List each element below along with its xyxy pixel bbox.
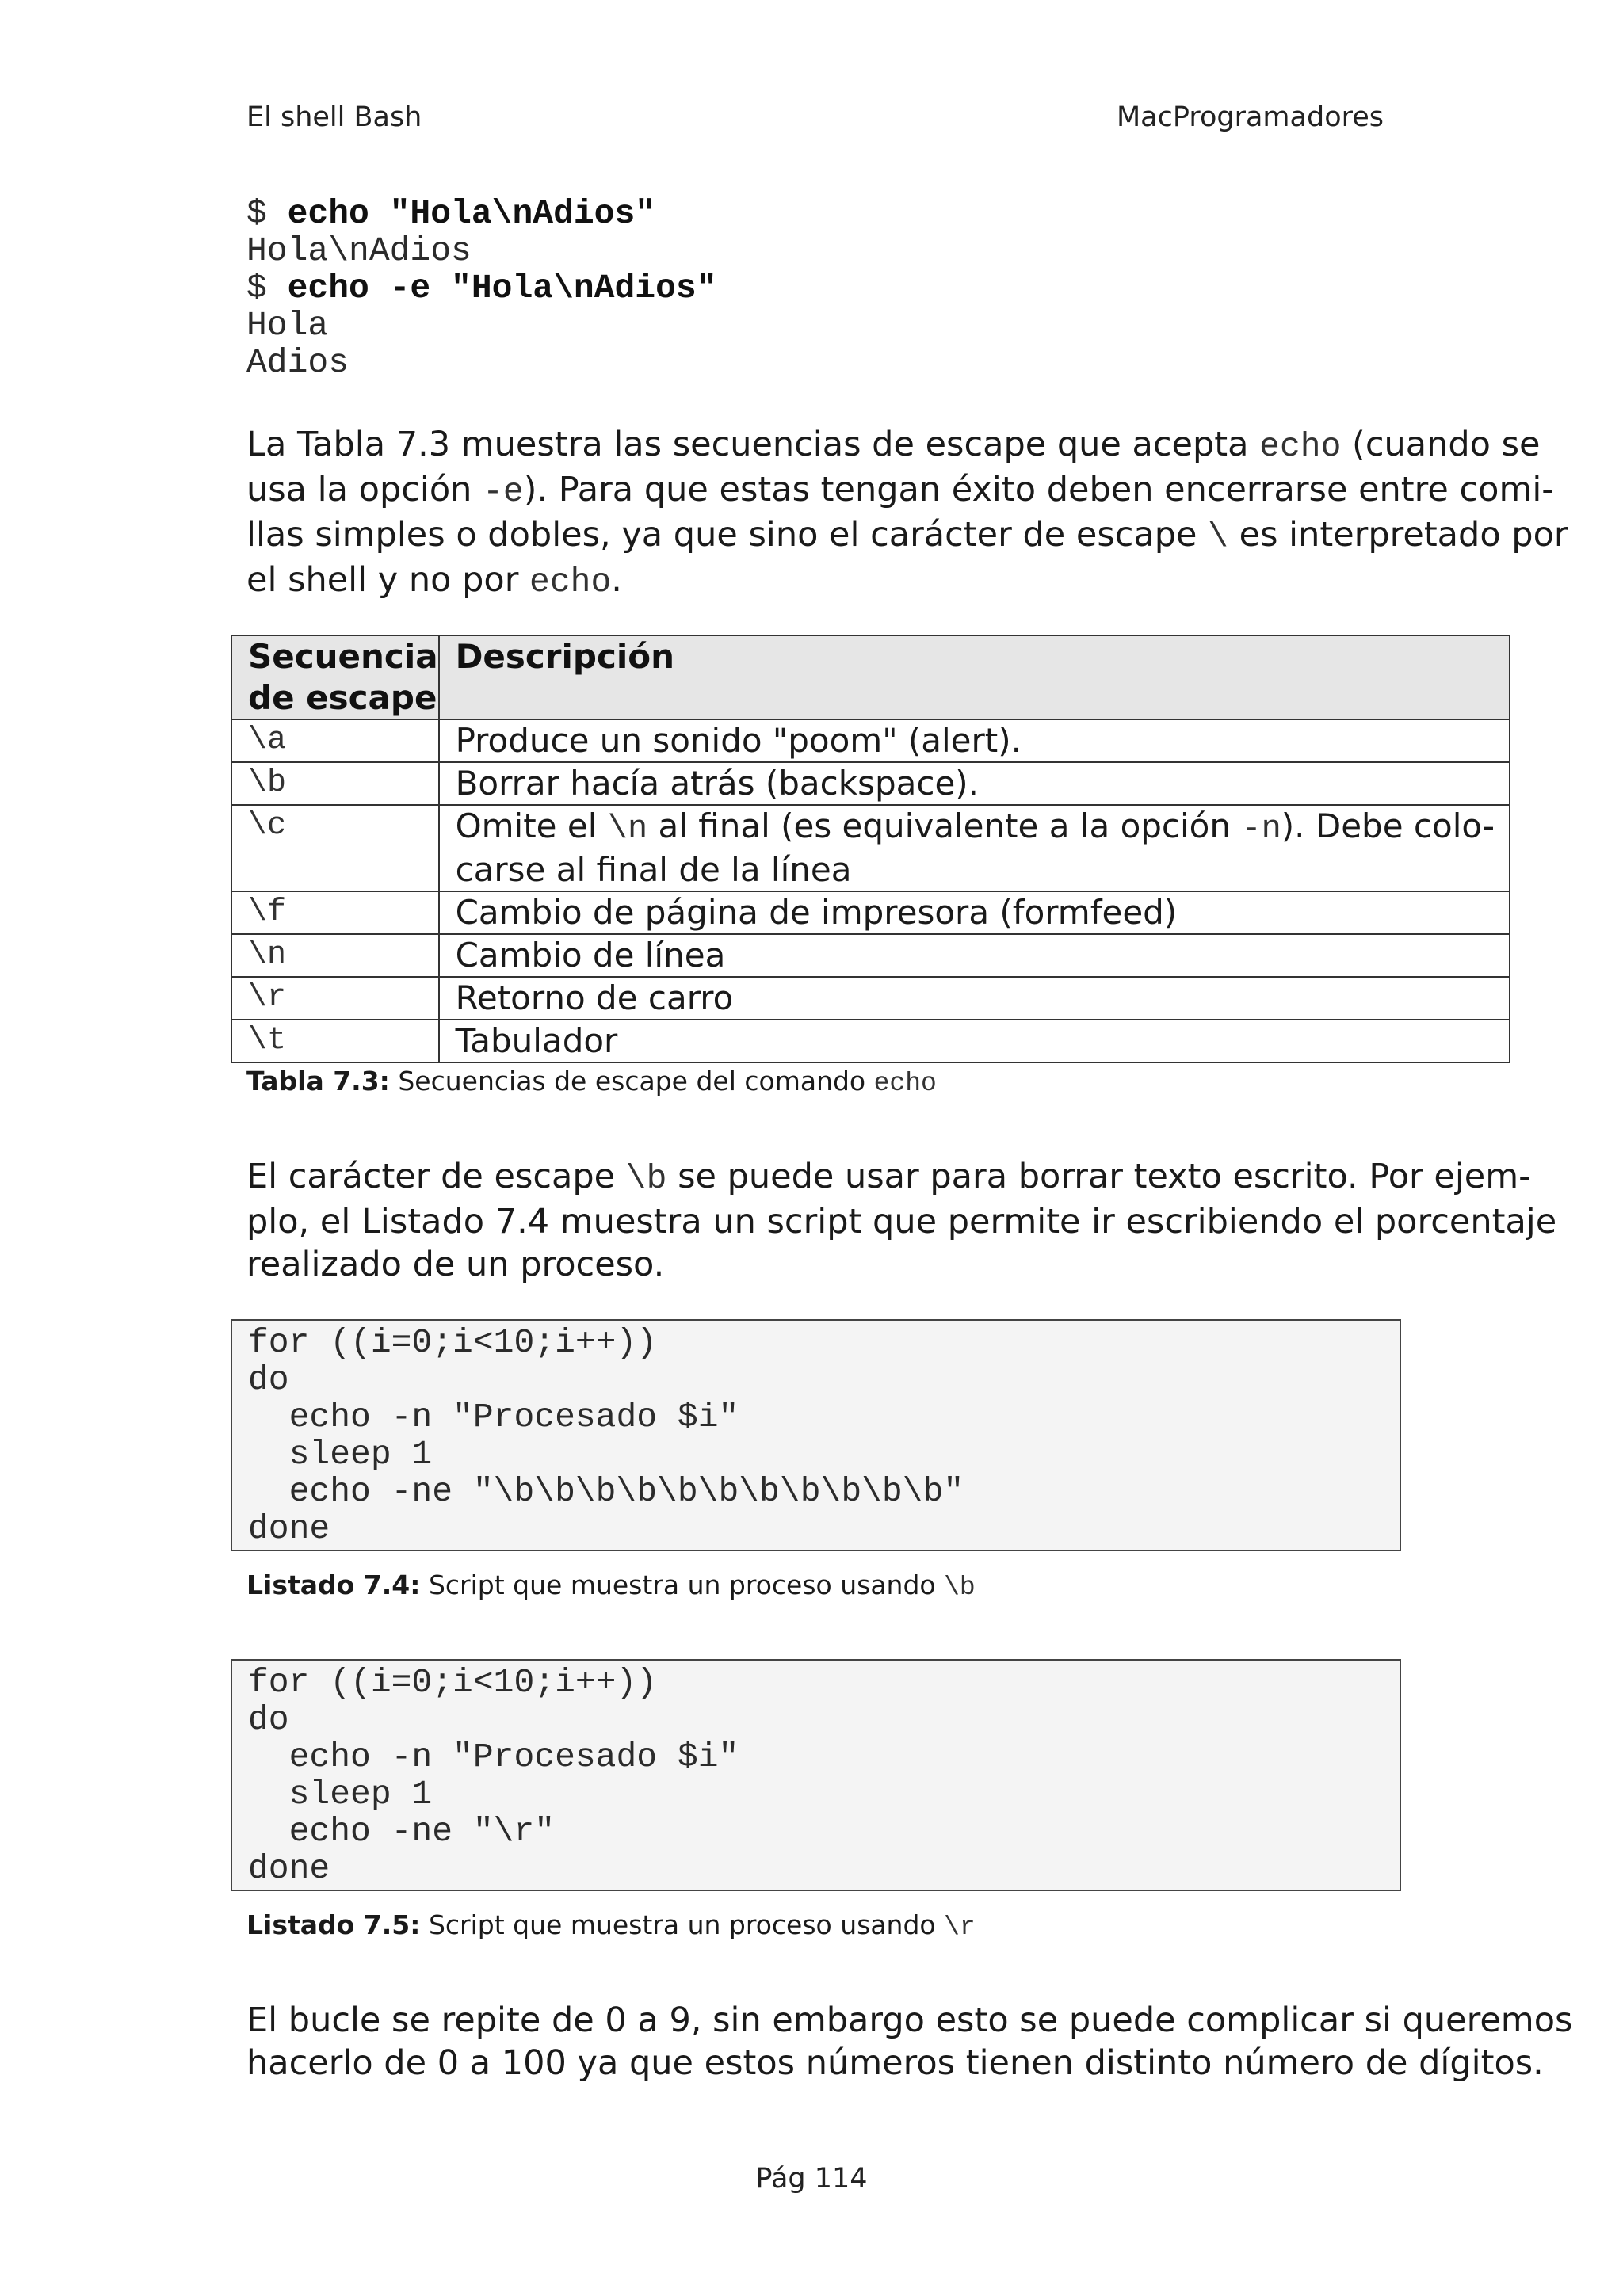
table-row <box>231 934 1510 977</box>
paragraph-line: llas simples o dobles, ya que sino el carácter de escape \ es interpretado por <box>246 515 1568 556</box>
code-line: echo -n "Procesado $i" <box>248 1737 739 1776</box>
escape-sequence-cell: \t <box>231 1020 439 1062</box>
table-row <box>231 977 1510 1020</box>
paragraph-backspace-intro <box>246 1155 1557 1286</box>
table-row <box>231 805 1510 891</box>
code-line: echo -n "Procesado $i" <box>248 1398 739 1436</box>
code-line: for ((i=0;i<10;i++)) <box>248 1663 658 1702</box>
description-cell: Cambio de página de impresora (formfeed) <box>439 891 1510 934</box>
escape-sequence-cell: \a <box>231 719 439 762</box>
column-header-description: Descripción <box>439 635 1510 719</box>
terminal-line: Hola\nAdios <box>246 231 472 270</box>
description-cell: Retorno de carro <box>439 977 1510 1020</box>
escape-sequences-table <box>231 635 1510 1063</box>
terminal-line: Hola <box>246 306 329 345</box>
listing-caption: Listado 7.4: Script que muestra un proceso usando \b <box>246 1569 976 1602</box>
code-line: echo -ne "\r" <box>248 1812 556 1851</box>
escape-sequence-cell: \r <box>231 977 439 1020</box>
paragraph-loop-note <box>246 1999 1573 2084</box>
paragraph-line: El carácter de escape \b se puede usar para borrar texto escrito. Por ejem- <box>246 1157 1531 1198</box>
escape-sequence-cell: \c <box>231 805 439 891</box>
description-cell: Produce un sonido "poom" (alert). <box>439 719 1510 762</box>
paragraph-line: plo, el Listado 7.4 muestra un script que permite ir escribiendo el porcentaje <box>246 1202 1557 1241</box>
escape-sequence-cell: \n <box>231 934 439 977</box>
table-row <box>231 1020 1510 1062</box>
paragraph-line: realizado de un proceso. <box>246 1245 665 1284</box>
code-line: do <box>248 1700 289 1739</box>
code-line: done <box>248 1509 330 1548</box>
page-number: Pág 114 <box>755 2163 868 2195</box>
code-line: sleep 1 <box>248 1435 433 1474</box>
description-cell: Borrar hacía atrás (backspace). <box>439 762 1510 805</box>
terminal-line: $ echo "Hola\nAdios" <box>246 194 656 233</box>
paragraph-line: hacerlo de 0 a 100 ya que estos números tienen distinto número de dígitos. <box>246 2043 1544 2083</box>
table-row <box>231 891 1510 934</box>
table-header-row <box>231 635 1510 719</box>
terminal-line: Adios <box>246 343 349 382</box>
description-cell: Tabulador <box>439 1020 1510 1062</box>
code-line: do <box>248 1360 289 1399</box>
code-listing-7-4 <box>231 1319 1401 1551</box>
paragraph-line: La Tabla 7.3 muestra las secuencias de escape que acepta echo (cuando se <box>246 425 1541 466</box>
code-line: sleep 1 <box>248 1775 433 1814</box>
paragraph-line: el shell y no por echo. <box>246 560 622 601</box>
paragraph-line: El bucle se repite de 0 a 9, sin embargo esto se puede complicar si queremos <box>246 2000 1573 2040</box>
table-row <box>231 762 1510 805</box>
terminal-line: $ echo -e "Hola\nAdios" <box>246 269 717 307</box>
listing-caption: Listado 7.5: Script que muestra un proceso usando \r <box>246 1909 976 1942</box>
code-listing-7-5 <box>231 1659 1401 1891</box>
column-header-sequence: Secuencia de escape <box>231 635 439 719</box>
table-caption: Tabla 7.3: Secuencias de escape del comando echo <box>246 1066 937 1098</box>
escape-sequence-cell: \b <box>231 762 439 805</box>
paragraph-line: usa la opción -e). Para que estas tengan éxito deben encerrarse entre comi- <box>246 470 1554 511</box>
escape-sequence-cell: \f <box>231 891 439 934</box>
code-line: echo -ne "\b\b\b\b\b\b\b\b\b\b\b" <box>248 1472 964 1511</box>
running-header-title: El shell Bash <box>246 101 422 133</box>
description-cell: Cambio de línea <box>439 934 1510 977</box>
code-line: done <box>248 1849 330 1888</box>
code-line: for ((i=0;i<10;i++)) <box>248 1323 658 1362</box>
table-row <box>231 719 1510 762</box>
paragraph-escape-intro <box>246 423 1568 604</box>
running-header-site: MacProgramadores <box>1116 101 1384 133</box>
description-cell: Omite el \n al final (es equivalente a la opción -n). Debe colo- carse al final de la línea <box>439 805 1510 891</box>
